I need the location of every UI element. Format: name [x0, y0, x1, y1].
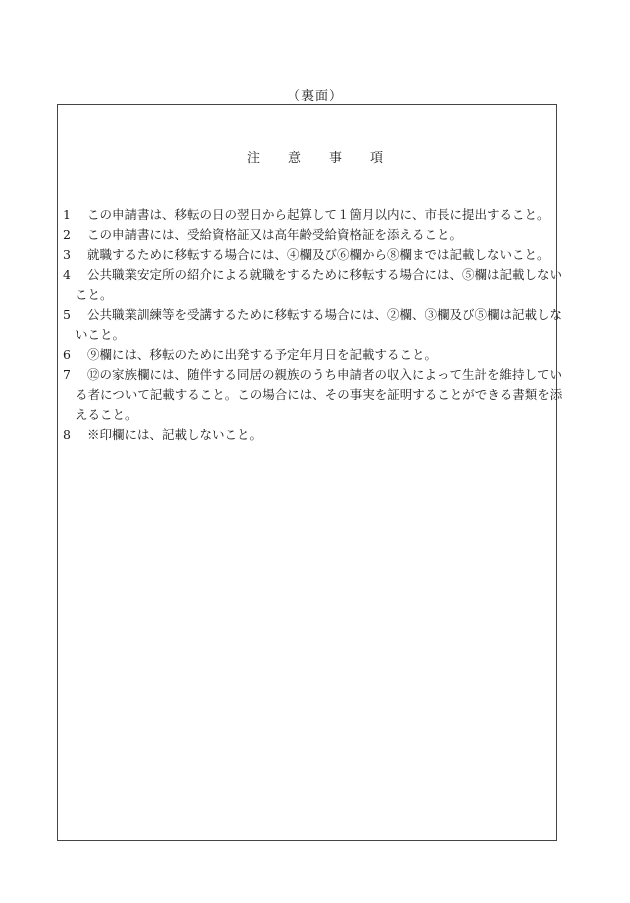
note-item — [63, 345, 563, 365]
note-number: 2 — [63, 227, 71, 242]
note-text: ※印欄には、記載しないこと。 — [87, 427, 263, 442]
note-item — [63, 425, 563, 445]
note-text: ⑫の家族欄には、随伴する同居の親族のうち申請者の収入によって生計を維持してい る者について記載すること。この場合には、その事実を証明することができる書類を添 えること。 — [75, 367, 563, 422]
note-number: 8 — [63, 427, 71, 442]
note-item — [63, 305, 563, 345]
note-number: 5 — [63, 307, 71, 322]
note-text: 就職するために移転する場合には、④欄及び⑥欄から⑧欄までは記載しないこと。 — [87, 247, 550, 262]
notice-title-char: 意 — [287, 151, 301, 166]
page-side-label: （裏面） — [286, 89, 343, 104]
note-text: 公共職業訓練等を受講するために移転する場合には、②欄、③欄及び⑤欄は記載しな いこと。 — [75, 307, 563, 342]
notice-title — [0, 147, 630, 166]
notes-list — [63, 205, 563, 445]
note-item — [63, 225, 563, 245]
note-number: 4 — [63, 267, 71, 282]
notice-title-char: 注 — [246, 151, 260, 166]
note-text: この申請書は、移転の日の翌日から起算して１箇月以内に、市長に提出すること。 — [87, 207, 550, 222]
note-item — [63, 365, 563, 425]
note-number: 3 — [63, 247, 71, 262]
note-number: 6 — [63, 347, 71, 362]
note-item — [63, 265, 563, 305]
note-text: ⑨欄には、移転のために出発する予定年月日を記載すること。 — [87, 347, 438, 362]
note-number: 1 — [63, 207, 71, 222]
note-number: 7 — [63, 367, 71, 382]
note-item — [63, 245, 563, 265]
note-text: この申請書には、受給資格証又は高年齢受給資格証を添えること。 — [87, 227, 463, 242]
note-text: 公共職業安定所の紹介による就職をするために移転する場合には、⑤欄は記載しない こと。 — [75, 267, 563, 302]
note-item — [63, 205, 563, 225]
notice-title-char: 項 — [370, 151, 384, 166]
notice-title-char: 事 — [329, 151, 343, 166]
